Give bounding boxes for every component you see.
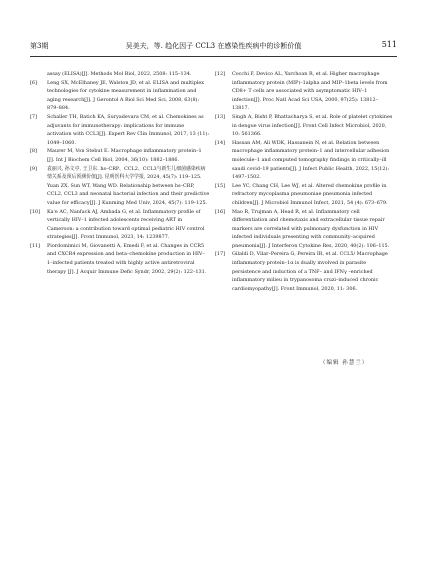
reference-text: Maurer M, Von Stebut E. Macrophage inflammatory protein–1 [J]. Int J Biochem Cell Biol, 2004, 36(10): 1882–1886. (47, 148, 202, 163)
reference-text: Leng SX, McElhaney JE, Walston JD, et al. ELISA and multiplex technologies for cytokine measurement in inflammation and aging research[J]. J Gerontol A Biol Sci Med Sci, 2008, 63(8): 879–884. (47, 79, 205, 112)
reference-item (215, 70, 395, 113)
reference-number: [10] (30, 208, 41, 215)
reference-text: Schaller TH, Batich KA, Suryadevara CM, et al. Chemokines as adjuvants for immunotherapy: implications for immune activation with CCL3[J]. Expert Rev Clin Immunol, 2017, 13 (11): 1049–1060. (47, 113, 210, 146)
reference-item (30, 242, 210, 276)
reference-number: [11] (30, 242, 41, 249)
running-title: 吴美夫，等. 趋化因子 CCL3 在感染性疾病中的诊断价值 (125, 42, 302, 50)
reference-text: Piordomimici M, Giovanetti A, Emedi F, et al. Changes in CCR5 and CXCR4 expression and beta–chemokine production in HIV–1–infected patients treated with highly active antiretroviral therapy [J]. J Acquir Immune Defic Syndr, 2002, 29(2): 122–131. (47, 242, 207, 275)
reference-item (215, 208, 395, 251)
reference-number: [14] (215, 139, 226, 146)
reference-item (215, 113, 395, 139)
reference-item (215, 182, 395, 208)
reference-text: Ka'e AC, Nanfack AJ, Ambada G, et al. Inflammatory profile of vertically HIV–1 infected adolescents receiving ART in Cameroon: a contribution toward optimal pediatric HIV control strategies[J]. Front Immunol, 2023, 14: 1239877. (47, 208, 205, 241)
left-column (30, 70, 210, 276)
reference-text: Gilaldi D, Vilar–Pereira G, Pereira IR, et al. CCL5/ Macrophage inflammatory protein–1α is dually involved in parasite persistence and induction of a TNF– and IFNγ –enriched inflammatory milieu in trypanosoma cruzi–induced chronic cardiomyopathy[J]. Front Immunol, 2020, 11: 306. (232, 251, 388, 292)
reference-text: Hassan AM, Ali WDK, Hassanein N, et al. Relation between macrophage inflammatory protein–1 and intercellular adhesion molecule–1 and computed tomography findings in critically–ill saudi covid–19 patients[J]. J Infect Public Health, 2022, 15(12): 1497–1502. (232, 139, 390, 181)
reference-number: [6] (30, 79, 37, 86)
reference-text: Cocchi F, Devico AL, Yarchoan R, et al. Higher macrophage inflammatory protein (MIP)–1alpha and MIP–1beta levels from CD8+ T cells are associated with asymptomatic HIV–1 infection[J]. Proc Natl Acad Sci USA, 2000, 97(25): 13812–13817. (232, 71, 388, 112)
reference-text: Singh A, Bisht P, Bhattacharya S, et al. Role of platelet cytokines in dengue virus infection[J]. Front Cell Infect Microbiol, 2020, 10: 561366. (232, 113, 393, 138)
reference-item (215, 139, 395, 182)
reference-item (30, 147, 210, 164)
reference-number: [12] (215, 71, 226, 77)
reference-number: [13] (215, 113, 226, 120)
reference-number: [9] (30, 165, 37, 172)
page-number: 511 (381, 40, 397, 49)
reference-text: Mao R, Trujman A, Head R, et al. Inflammatory cell differentiation and chemotaxis and extracellular tissue repair markers are correlated with pulmonary dysfunction in HIV infected individuals presenting with community–acquired pneumonia[J]. J Interferon Cytokine Res, 2020, 40(2): 106–115. (232, 208, 390, 249)
reference-number: [8] (30, 148, 37, 155)
reference-continuation: assay (ELISA)[J]. Methods Mol Biol, 2022, 2508: 115–134. (47, 71, 192, 77)
page-header (30, 40, 397, 54)
reference-number: [7] (30, 113, 37, 120)
reference-item (30, 165, 210, 208)
editor-note: （编辑 孙慧兰） (320, 360, 369, 366)
reference-item (30, 208, 210, 242)
reference-item (215, 250, 395, 293)
reference-item (30, 113, 210, 147)
reference-number: [15] (215, 182, 226, 189)
reference-text: 袁丽兴, 孙文亭, 王卫东. hs–CRP、CCL2、CCL3与新生儿细菌感染疾病情关系及预后预测价值[J]. 昆明医科大学学报, 2024, 45(7): 119–125. Yuan ZX, Sun WT, Wang WD. Relationship between hs–CRP, CCL2, CCL3 and neonatal bacterial infection and their predictive value for efficacy[J]. J Kunming Med Univ, 2024, 45(7): 119–125. (47, 165, 210, 206)
header-rule (30, 56, 397, 57)
reference-item (30, 79, 210, 113)
reference-text: Lee YC, Chang CH, Lee WJ, et al. Altered chemokine profile in refractory mycoplasma pneumoniae pneumonia infected children[J]. J Microbiol Immunol Infect, 2021, 54 (4): 673–679. (232, 182, 388, 206)
issue-label: 第3期 (30, 42, 49, 50)
right-column (215, 70, 395, 293)
reference-number: [17] (215, 251, 226, 258)
reference-number: [16] (215, 208, 226, 215)
